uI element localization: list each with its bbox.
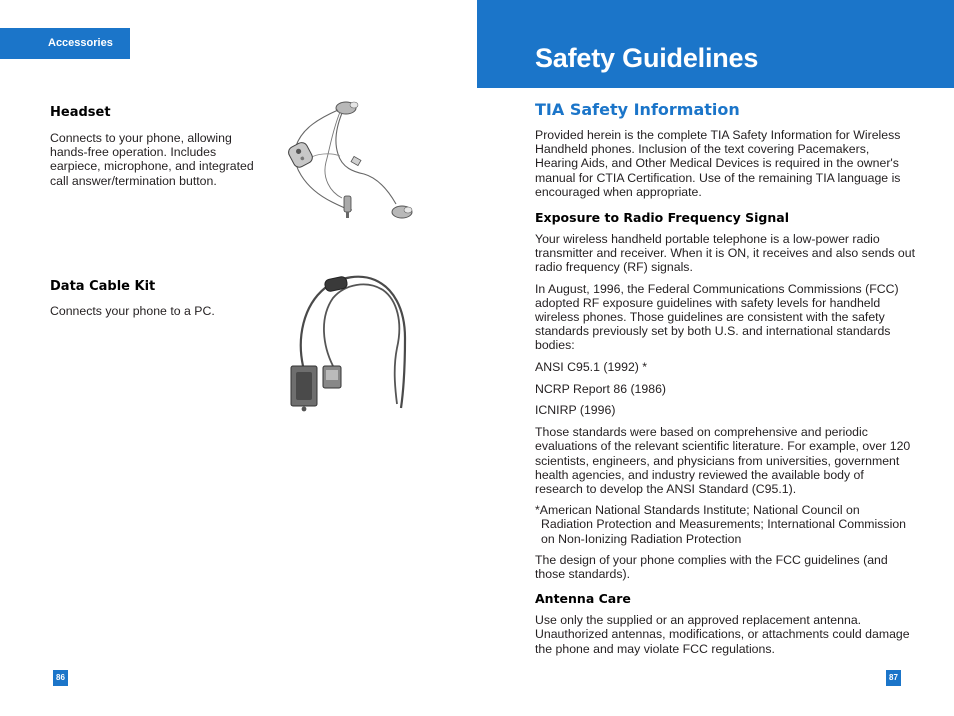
chapter-title: Safety Guidelines: [535, 43, 759, 73]
rf-paragraph: In August, 1996, the Federal Communications Commissions (FCC) adopted RF exposure guidelines with safety levels for handheld wireless phones. Those guidelines are consistent with the safety standards previously set by both U.S. and international standards bodies:: [535, 281, 899, 353]
data-cable-icon: [285, 268, 415, 414]
headset-item: [50, 105, 265, 188]
compliance-paragraph: The design of your phone complies with the FCC guidelines (and those standards).: [535, 552, 888, 582]
headset-icon: [280, 98, 416, 232]
standard-item: NCRP Report 86 (1986): [535, 381, 667, 396]
page-number-left: 86: [53, 670, 68, 686]
standard-item: ANSI C95.1 (1992) *: [535, 359, 648, 374]
chapter-banner: [477, 0, 954, 88]
intro-paragraph: Provided herein is the complete TIA Safety Information for Wireless Handheld phones. Inclusion of the text covering Pacemakers, Hearing Aids, and Other Medical Devices is required in the owner's manual for CTIA Certification. Use of the remaining TIA language is encouraged when appropriate.: [535, 128, 901, 199]
headset-description: Connects to your phone, allowing hands-free operation. Includes earpiece, microphone, and integrated call answer/termination button.: [50, 131, 254, 188]
section-title: TIA Safety Information: [535, 100, 740, 119]
footnote: *American National Standards Institute; National Council on Radiation Protection and Measurements; International Commission on Non-Ionizing Radiation Protection: [535, 503, 906, 546]
standard-item: ICNIRP (1996): [535, 403, 616, 418]
section-tab-accessories: Accessories: [0, 28, 130, 59]
rf-paragraph: Those standards were based on comprehensive and periodic evaluations of the relevant scientific literature. For example, over 120 scientists, engineers, and physicians from universities, government health agencies, and industry reviewed the available body of research to develop the ANSI Standard (C95.1).: [535, 425, 911, 497]
headset-title: Headset: [50, 105, 111, 120]
antenna-paragraph: Use only the supplied or an approved replacement antenna. Unauthorized antennas, modifications, or attachments could damage the phone and may violate FCC regulations.: [535, 613, 910, 656]
page-number-right: 87: [886, 670, 901, 686]
data-cable-title: Data Cable Kit: [50, 279, 156, 294]
rf-heading: Exposure to Radio Frequency Signal: [535, 210, 789, 226]
rf-paragraph: Your wireless handheld portable telephone is a low-power radio transmitter and receiver. When it is ON, it receives and also sends out radio frequency (RF) signals.: [535, 232, 916, 275]
antenna-heading: Antenna Care: [535, 591, 631, 607]
data-cable-description: Connects your phone to a PC.: [50, 304, 215, 318]
data-cable-item: [50, 279, 265, 318]
tia-section: [535, 100, 915, 656]
